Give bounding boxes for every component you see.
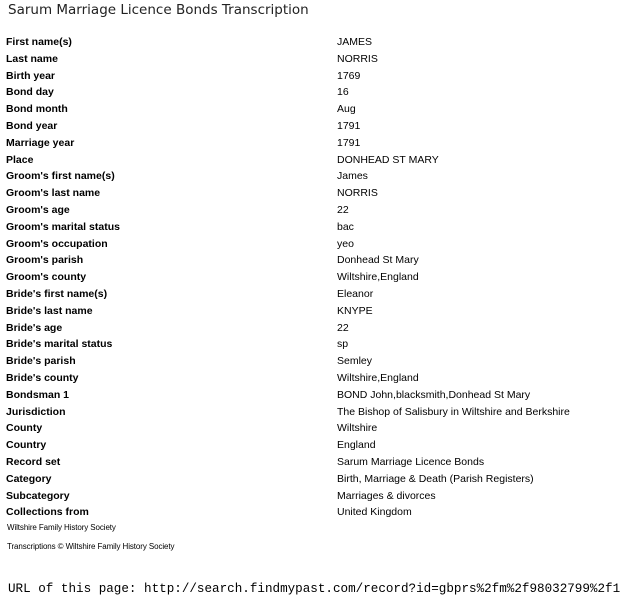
record-row xyxy=(6,68,570,85)
field-value: Marriages & divorces xyxy=(337,489,436,502)
record-row xyxy=(6,219,570,236)
field-label: Subcategory xyxy=(6,489,70,502)
field-value: 22 xyxy=(337,321,349,334)
record-row xyxy=(6,269,570,286)
record-row xyxy=(6,404,570,421)
record-row xyxy=(6,420,570,437)
page-title: Sarum Marriage Licence Bonds Transcription xyxy=(8,2,309,18)
field-value: Wiltshire,England xyxy=(337,271,419,284)
field-label: Bondsman 1 xyxy=(6,388,70,401)
field-value: 22 xyxy=(337,203,349,216)
record-row xyxy=(6,51,570,68)
field-label: Country xyxy=(6,439,47,452)
field-label: First name(s) xyxy=(6,36,72,48)
record-row xyxy=(6,168,570,185)
record-row xyxy=(6,303,570,320)
field-label: Marriage year xyxy=(6,136,75,149)
field-label: Category xyxy=(6,472,52,485)
field-value: Wiltshire,England xyxy=(337,371,419,384)
field-value: The Bishop of Salisbury in Wiltshire and Berkshire xyxy=(337,405,570,418)
record-row xyxy=(6,135,570,152)
field-label: Bond day xyxy=(6,86,54,99)
record-row xyxy=(6,504,570,521)
record-row xyxy=(6,34,570,51)
field-label: Place xyxy=(6,153,34,166)
field-label: Collections from xyxy=(6,506,89,519)
field-label: Bride's age xyxy=(6,321,63,334)
field-label: Record set xyxy=(6,455,61,468)
field-value: BOND John,blacksmith,Donhead St Mary xyxy=(337,388,531,401)
record-row xyxy=(6,286,570,303)
record-row xyxy=(6,84,570,101)
field-value: Birth, Marriage & Death (Parish Registers) xyxy=(337,472,534,485)
record-row xyxy=(6,353,570,370)
field-label: Bond month xyxy=(6,103,68,116)
record-table xyxy=(6,34,570,521)
record-row xyxy=(6,488,570,505)
record-row xyxy=(6,387,570,404)
field-label: Groom's marital status xyxy=(6,220,120,233)
field-label: County xyxy=(6,422,43,435)
page-url: URL of this page: http://search.findmypast.com/record?id=gbprs%2fm%2f98032799%2f1 xyxy=(8,582,621,596)
field-label: Birth year xyxy=(6,69,56,82)
field-label: Bride's county xyxy=(6,371,79,384)
record-row xyxy=(6,320,570,337)
record-row xyxy=(6,471,570,488)
field-value: NORRIS xyxy=(337,52,378,65)
field-label: Bride's first name(s) xyxy=(6,287,108,300)
record-row xyxy=(6,252,570,269)
copyright-notice: Transcriptions © Wiltshire Family History Society xyxy=(7,542,175,551)
record-table-body xyxy=(6,34,570,521)
field-value: United Kingdom xyxy=(337,506,412,519)
field-label: Groom's county xyxy=(6,271,87,284)
field-value: Donhead St Mary xyxy=(337,254,419,267)
field-label: Groom's first name(s) xyxy=(6,170,115,183)
field-value: sp xyxy=(337,338,349,351)
field-label: Jurisdiction xyxy=(6,405,66,418)
record-row xyxy=(6,202,570,219)
field-label: Groom's age xyxy=(6,203,70,216)
field-label: Bond year xyxy=(6,119,58,132)
field-value: KNYPE xyxy=(337,304,373,317)
field-value: Eleanor xyxy=(337,287,374,300)
field-value: JAMES xyxy=(337,36,373,48)
field-value: 16 xyxy=(337,86,349,99)
field-value: DONHEAD ST MARY xyxy=(337,153,439,166)
record-row xyxy=(6,152,570,169)
record-row xyxy=(6,437,570,454)
field-value: 1769 xyxy=(337,69,361,82)
field-value: Wiltshire xyxy=(337,422,378,435)
field-value: yeo xyxy=(337,237,354,250)
field-label: Last name xyxy=(6,52,58,65)
record-row xyxy=(6,101,570,118)
field-label: Bride's last name xyxy=(6,304,93,317)
field-value: James xyxy=(337,170,368,183)
record-row xyxy=(6,236,570,253)
field-value: NORRIS xyxy=(337,187,378,200)
society-credit: Wiltshire Family History Society xyxy=(7,523,116,532)
record-row xyxy=(6,118,570,135)
record-row xyxy=(6,370,570,387)
field-label: Groom's parish xyxy=(6,254,84,267)
field-label: Bride's parish xyxy=(6,355,76,368)
record-row xyxy=(6,336,570,353)
field-value: Aug xyxy=(337,103,356,116)
field-label: Bride's marital status xyxy=(6,338,113,351)
field-value: 1791 xyxy=(337,119,361,132)
field-value: bac xyxy=(337,220,354,233)
record-row xyxy=(6,454,570,471)
record-row xyxy=(6,185,570,202)
field-value: Sarum Marriage Licence Bonds xyxy=(337,455,485,468)
field-value: England xyxy=(337,439,376,452)
field-label: Groom's last name xyxy=(6,187,101,200)
field-value: 1791 xyxy=(337,136,361,149)
field-value: Semley xyxy=(337,355,373,368)
field-label: Groom's occupation xyxy=(6,237,108,250)
